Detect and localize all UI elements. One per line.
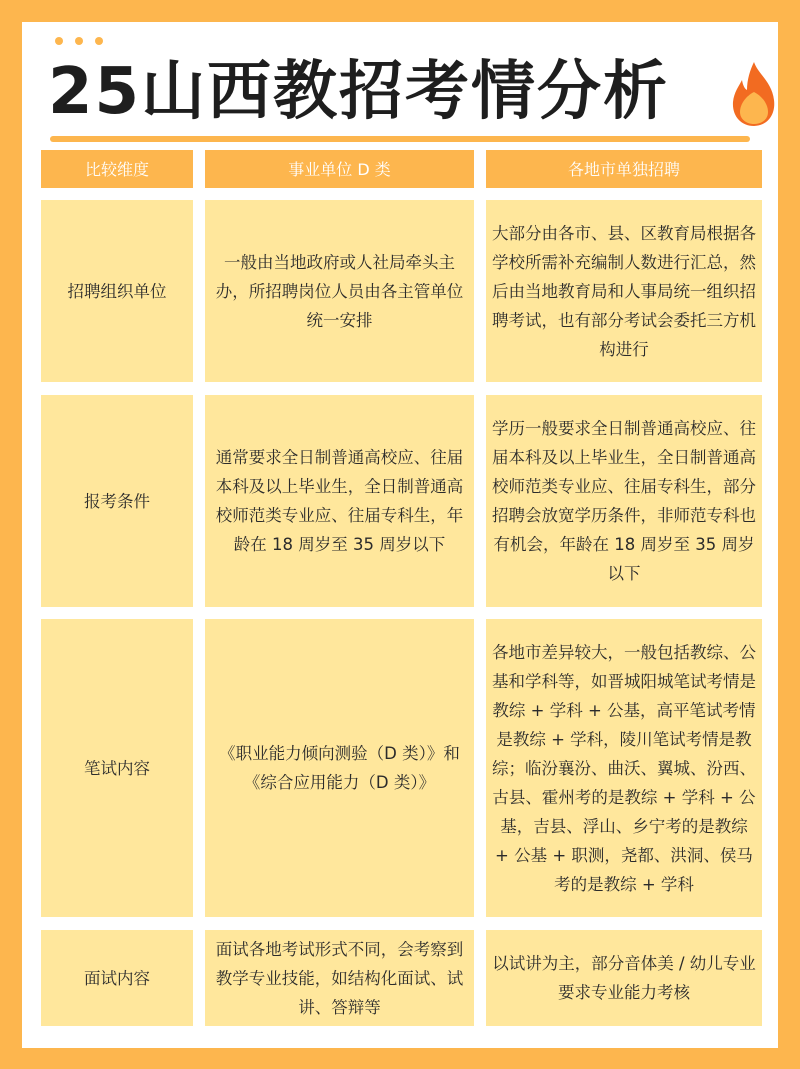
flame-icon xyxy=(728,58,780,128)
page-title: 25山西教招考情分析 xyxy=(48,55,670,129)
column-header-dimension: 比较维度 xyxy=(41,150,193,188)
dot-icon xyxy=(75,37,83,45)
row-dimension: 笔试内容 xyxy=(41,619,193,917)
column-header-local: 各地市单独招聘 xyxy=(486,150,762,188)
row-d-class: 面试各地考试形式不同，会考察到教学专业技能，如结构化面试、试讲、答辩等 xyxy=(205,930,474,1026)
row-d-class: 《职业能力倾向测验（D 类）》和《综合应用能力（D 类）》 xyxy=(205,619,474,917)
row-dimension: 面试内容 xyxy=(41,930,193,1026)
row-local: 大部分由各市、县、区教育局根据各学校所需补充编制人数进行汇总，然后由当地教育局和人事局统一组织招聘考试，也有部分考试会委托三方机构进行 xyxy=(486,200,762,382)
row-dimension: 招聘组织单位 xyxy=(41,200,193,382)
column-header-d-class: 事业单位 D 类 xyxy=(205,150,474,188)
row-d-class: 一般由当地政府或人社局牵头主办，所招聘岗位人员由各主管单位统一安排 xyxy=(205,200,474,382)
row-local: 以试讲为主，部分音体美 / 幼儿专业要求专业能力考核 xyxy=(486,930,762,1026)
row-dimension: 报考条件 xyxy=(41,395,193,607)
title-underline xyxy=(50,136,750,142)
row-local: 学历一般要求全日制普通高校应、往届本科及以上毕业生，全日制普通高校师范类专业应、往届专科生，部分招聘会放宽学历条件，非师范专科也有机会，年龄在 18 周岁至 35 周岁以下 xyxy=(486,395,762,607)
row-d-class: 通常要求全日制普通高校应、往届本科及以上毕业生，全日制普通高校师范类专业应、往届专科生，年龄在 18 周岁至 35 周岁以下 xyxy=(205,395,474,607)
decorative-dots xyxy=(55,37,103,45)
dot-icon xyxy=(95,37,103,45)
dot-icon xyxy=(55,37,63,45)
row-local: 各地市差异较大，一般包括教综、公基和学科等，如晋城阳城笔试考情是教综 + 学科 + 公基，高平笔试考情是教综 + 学科，陵川笔试考情是教综；临汾襄汾、曲沃、翼城、汾西、古县、霍州考的是教综 + 学科 + 公基，吉县、浮山、乡宁考的是教综 + 公基 + 职测，尧都、洪洞、侯马考的是教综 + 学科 xyxy=(486,619,762,917)
